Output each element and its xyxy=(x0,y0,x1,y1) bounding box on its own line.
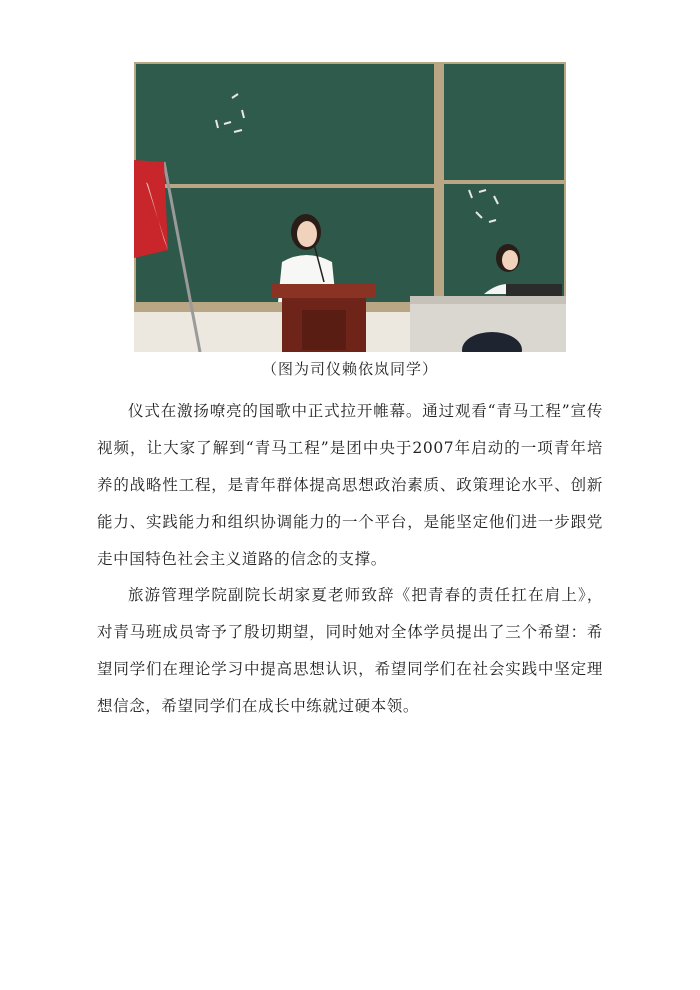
blackboard-panel xyxy=(136,64,434,184)
podium-top xyxy=(272,284,376,298)
ceremony-photo xyxy=(134,62,566,352)
blackboard-panel xyxy=(444,64,564,180)
red-flag xyxy=(134,160,168,258)
emcee-face xyxy=(502,250,518,270)
photo-caption: （图为司仪赖依岚同学） xyxy=(261,360,438,378)
paragraph-ceremony: 仪式在激扬嘹亮的国歌中正式拉开帷幕。通过观看“青马工程”宣传视频，让大家了解到“青马工程”是团中央于2007年启动的一项青年培养的战略性工程，是青年群体提高思想政治素质、政策理论水平、创新能力、实践能力和组织协调能力的一个平台，是能坚定他们进一步跟党走中国特色社会主义道路的信念的支撑。 xyxy=(97,402,603,568)
speaker-face xyxy=(297,221,317,247)
paragraph-speech: 旅游管理学院副院长胡家夏老师致辞《把青春的责任扛在肩上》，对青马班成员寄予了殷切期望，同时她对全体学员提出了三个希望：希望同学们在理论学习中提高思想认识，希望同学们在社会实践中坚定理想信念，希望同学们在成长中练就过硬本领。 xyxy=(97,586,603,715)
